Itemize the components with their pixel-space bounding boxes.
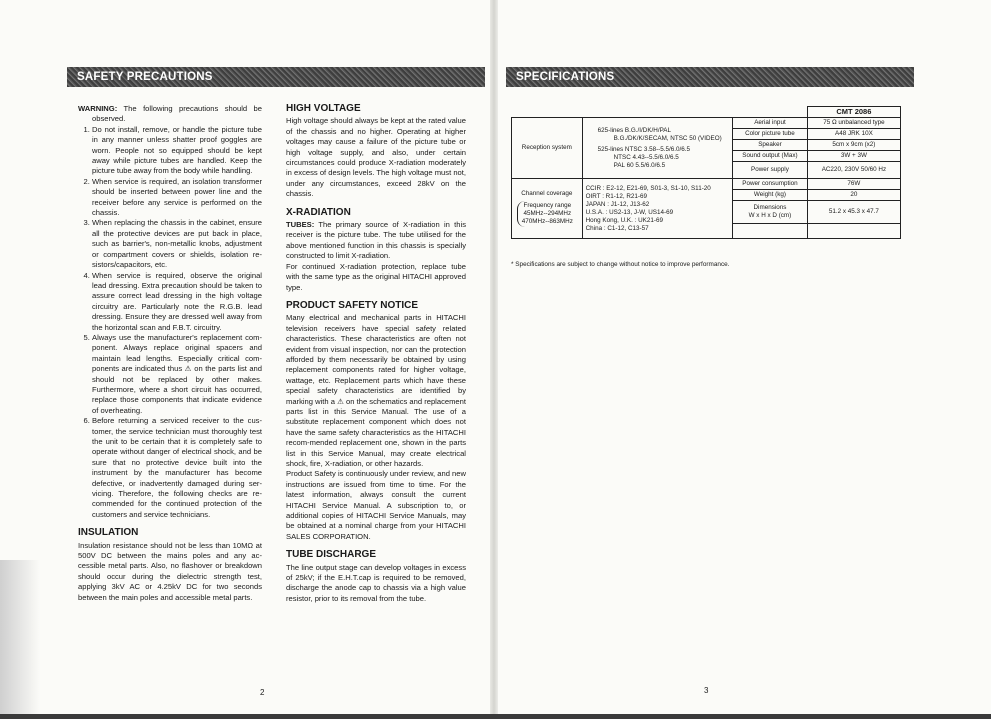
reception-line: 625-lines B.G./I/DK/H/PAL: [597, 126, 672, 134]
precaution-item: 3. When replacing the chassis in the cabinet, ensure all the protective devices are put back in place, such as barrier's, non-metallic knobs, adjustment or compartment covers or shields, isolation re-sistors/capacitors, etc.: [92, 218, 262, 270]
safety-precautions-banner: [67, 67, 485, 87]
model-header: CMT 2086: [807, 107, 900, 118]
coverage-line: U.S.A. : US2-13, J-W, US14-69: [585, 208, 674, 216]
spec-label: Power consumption: [733, 179, 808, 190]
tube-discharge-heading: TUBE DISCHARGE: [286, 549, 377, 561]
high-voltage-heading: HIGH VOLTAGE: [286, 103, 361, 114]
left-column: [78, 104, 262, 603]
product-safety-text-2: Product Safety is continuously under review, and new instructions are issued from time to time. For the latest information, always consult the current HITACHI Service Manual. A subscription to, or additional copies of HITACHI Service Manuals, may be obtained at a nominal charge from your HITACHI SALES CORPORATION.: [286, 469, 466, 541]
blank-cell: [512, 107, 808, 118]
x-radiation-text: [286, 220, 466, 262]
specifications-note: * Specifications are subject to change without notice to improve performance.: [511, 261, 730, 268]
right-column: [286, 104, 466, 604]
spec-value: 5cm x 9cm (x2): [807, 140, 900, 151]
spec-value: 3W + 3W: [807, 151, 900, 162]
frequency-line: 45MHz--294MHz: [523, 210, 572, 217]
insulation-text: Insulation resistance should not be less than 10MΩ at 500V DC between the mains poles and any ac-cessible metal parts. Also, no flashover or breakdown should occur during the dielectric strength test, applying 3kV AC or 4.25kV DC for two seconds between the main poles and accessible metal parts.: [78, 540, 262, 602]
spec-label: Power supply: [733, 162, 808, 179]
spec-label: Color picture tube: [733, 129, 808, 140]
spec-label: Speaker: [733, 140, 808, 151]
warning-text: The following precautions should be observed.: [92, 104, 263, 124]
blank-cell: [733, 224, 808, 239]
tube-discharge-text: The line output stage can develop voltages in excess of 25kV; if the E.H.T.cap is required to be removed, discharge the anode cap to chassis via a high value resistor, prior to its removal from the tube.: [286, 562, 466, 603]
banner-title: SAFETY PRECAUTIONS: [77, 71, 213, 83]
page-number: 3: [704, 686, 709, 695]
left-page: [0, 0, 492, 719]
precaution-item: 1. Do not install, remove, or handle the picture tube in any manner unless shatter proof goggles are worn. People not so equipped should be kept away while picture tubes are handled. Keep the picture tube away from the body while handling.: [92, 125, 262, 177]
spec-value: A48 JRK 10X: [807, 129, 900, 140]
frequency-label: Frequency range: [523, 202, 572, 209]
scan-bottom-edge: [0, 714, 991, 719]
precautions-list: [78, 125, 262, 520]
reception-line: PAL 60 5.5/6.0/6.5: [613, 161, 666, 169]
dimensions-label-cell: [733, 201, 808, 224]
spec-value: 51.2 x 45.3 x 47.7: [807, 201, 900, 224]
coverage-label: Channel coverage: [521, 190, 573, 197]
spec-label: Sound output (Max): [733, 151, 808, 162]
spec-label: Dimensions: [753, 204, 787, 211]
coverage-line: China : C1-12, C13-57: [585, 224, 649, 232]
reception-line: 525-lines NTSC 3.58--5.5/6.0/6.5: [597, 145, 691, 153]
page-number: 2: [260, 688, 265, 697]
spec-value: AC220, 230V 50/60 Hz: [807, 162, 900, 179]
coverage-values: [582, 179, 732, 239]
spec-value: 76W: [807, 179, 900, 190]
precaution-item: 5. Always use the manufacturer's replacement com-ponent. Always replace original spacers and maintain lead lengths. Especially critical com-ponents are indicated thus ⚠ on the parts list and should not be replaced by other makes. Furthermore, where a short circuit has occurred, replace those components that indicate evidence of overheating.: [92, 333, 262, 416]
spec-value: 20: [807, 190, 900, 201]
warning-paragraph: [78, 104, 262, 125]
blank-cell: [807, 224, 900, 239]
tubes-label: TUBES:: [286, 220, 315, 230]
spec-label-sub: W x H x D (cm): [748, 212, 792, 219]
high-voltage-text: High voltage should always be kept at the rated value of the chassis and no higher. Operating at higher voltages may cause a failure of the picture tube or high voltage supply, and also, under certain circumstances could produce X-radiation moderately in excess of design levels. The high voltage must not, under any circumstances, exceed 28kV on the chassis.: [286, 116, 466, 199]
specifications-table: [511, 106, 901, 239]
frequency-line: 470MHz--863MHz: [521, 218, 573, 225]
spec-value: 75 Ω unbalanced type: [807, 118, 900, 129]
coverage-line: CCIR : E2-12, E21-69, S01-3, S1-10, S11-20: [585, 184, 711, 192]
coverage-line: JAPAN : J1-12, J13-62: [585, 200, 650, 208]
table-row: [512, 179, 901, 190]
coverage-line: OIRT : R1-12, R21-69: [585, 192, 647, 200]
insulation-heading: INSULATION: [78, 527, 139, 539]
frequency-range-box: [517, 201, 577, 227]
spec-label: Weight (kg): [733, 190, 808, 201]
warning-label: WARNING:: [78, 104, 118, 113]
x-radiation-text-2: For continued X-radiation protection, replace tube with the same type as the original HITACHI approved type.: [286, 261, 466, 292]
table-row: [512, 118, 901, 129]
x-radiation-heading: X-RADIATION: [286, 206, 351, 218]
banner-title: SPECIFICATIONS: [516, 71, 615, 83]
table-row: [512, 107, 901, 118]
reception-values: [582, 118, 732, 179]
right-page: [497, 0, 991, 719]
precaution-item: 2. When service is required, an isolation transformer should be inserted between power line and the receiver before any service is performed on the chassis.: [92, 177, 262, 219]
product-safety-text: Many electrical and mechanical parts in HITACHI television receivers have special safety related characteristics. These characteristics are often not evident from visual inspection, nor can the protection afforded by them necessarily be obtained by using replacement components rated for higher voltage, wattage, etc. Replacement parts which have these special safety characteristics are identified by marking with a ⚠ on the schematics and replacement parts list in this Service Manual. The use of a substitute replacement component which does not have the same safety characteristics as the HITACHI recom-mended replacement one, shown in the parts list in this Service Manual, may create electrical shock, fire, X-radiation, or other hazards.: [286, 313, 466, 468]
coverage-label-cell: [512, 179, 583, 239]
precaution-item: 6. Before returning a serviced receiver to the cus-tomer, the service technician must thoroughly test the unit to be certain that it is completely safe to operate without danger of electrical shock, and be sure that no protective device built into the instrument by the manufacturer has become defective, or inadvertently damaged during ser-vicing. Therefore, the following checks are re-commended for the continued protection of the customers and service technicians.: [92, 416, 262, 520]
product-safety-heading: PRODUCT SAFETY NOTICE: [286, 299, 419, 311]
reception-label: Reception system: [512, 118, 583, 179]
coverage-line: Hong Kong, U.K. : UK21-69: [585, 216, 663, 224]
specifications-banner: [506, 67, 914, 87]
reception-line: B.G./DK/K/SECAM, NTSC 50 (VIDEO): [613, 134, 722, 142]
precaution-item: 4. When service is required, observe the original lead dressing. Extra precaution should be taken to assure correct lead dressing in the high voltage circuitry are. Particularly note the R.G.B. lead dressing. Ensure they are dressed well away from the horizontal scan and F.B.T. circuitry.: [92, 271, 262, 333]
x-radiation-body: The primary source of X-radiation in this receiver is the picture tube. The tube utilised for the above mentioned function in this chassis is specially constructed to limit X-radiation.: [286, 220, 466, 261]
spec-label: Aerial input: [733, 118, 808, 129]
reception-line: NTSC 4.43--5.5/6.0/6.5: [613, 153, 679, 161]
